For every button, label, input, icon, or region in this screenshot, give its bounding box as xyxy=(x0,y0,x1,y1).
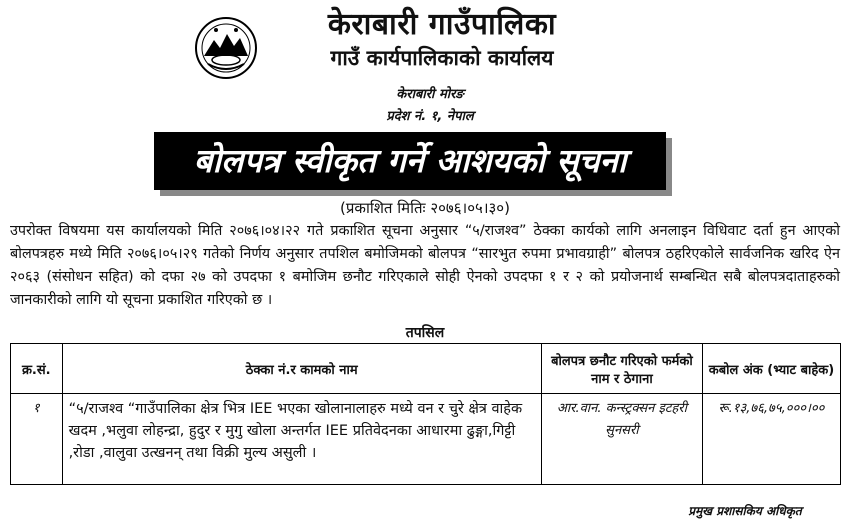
cell-serial: १ xyxy=(11,394,63,485)
schedule-heading: तपसिल xyxy=(405,325,445,341)
cell-amount: रू.१३,७६,७५,०००।०० xyxy=(702,394,840,485)
notice-title: बोलपत्र स्वीकृत गर्ने आशयको सूचना xyxy=(193,141,627,180)
header-bidder: बोलपत्र छनौट गरिएको फर्मको नाम र ठेगाना xyxy=(541,344,702,394)
published-date: (प्रकाशित मितिः २०७६।०५।३०) xyxy=(340,199,510,217)
notice-body xyxy=(10,220,840,312)
table-row xyxy=(11,394,841,485)
header-amount: कबोल अंक (भ्याट बाहेक) xyxy=(702,344,840,394)
bid-table xyxy=(10,343,841,485)
cell-work-name: “५/राजश्व “गाउँपालिका क्षेत्र भित्र IEE भएका खोलानालाहरु मध्ये वन र चुरे क्षेत्र वाहेक खदम ,भलुवा लोहन्द्रा, हुदुर र मुगु खोला अन्तर्गत IEE प्रतिवेदनका आधारमा ढुङ्गा,गिट्टी ,रोडा ,वालुवा उत्खनन् तथा विक्री मुल्य असुली । xyxy=(62,394,541,485)
notice-body-paragraph: उपरोक्त विषयमा यस कार्यालयको मिति २०७६।०४।२२ गते प्रकाशित सूचना अनुसार “५/राजश्व” ठेक्का कार्यको लागि अनलाइन विधिवाट दर्ता हुन आएको बोलपत्रहरु मध्ये मिति २०७६।०५।२९ गतेको निर्णय अनुसार तपशिल बमोजिमको बोलपत्र “सारभुत रुपमा प्रभावग्राही” बोलपत्र ठहरिएकोले सार्वजनिक खरिद ऐन २०६३ (संसोधन सहित) को दफा २७ को उपदफा १ बमोजिम छनौट गरिएकाले सोही ऐनको उपदफा १ र २ को प्रयोजनार्थ सम्बन्धित सबै बोलपत्रदाताहरुको जानकारीको लागि यो सूचना प्रकाशित गरिएको छ । xyxy=(10,223,840,308)
office-name: केराबारी गाउँपालिका xyxy=(327,7,557,42)
header-work-name: ठेक्का नं.र कामको नाम xyxy=(62,344,541,394)
address-line-1: केराबारी मोरङ xyxy=(396,87,464,102)
nepal-government-emblem-icon xyxy=(194,16,258,80)
address-line-2: प्रदेश नं. १, नेपाल xyxy=(386,109,474,124)
signature-title: प्रमुख प्रशासकिय अधिकृत xyxy=(688,504,802,518)
office-subtitle: गाउँ कार्यपालिकाको कार्यालय xyxy=(330,46,554,70)
table-header-row xyxy=(11,344,841,394)
header-serial: क्र.सं. xyxy=(11,344,63,394)
cell-bidder: आर.वान. कन्स्ट्रक्सन इटहरी सुनसरी xyxy=(541,394,702,485)
